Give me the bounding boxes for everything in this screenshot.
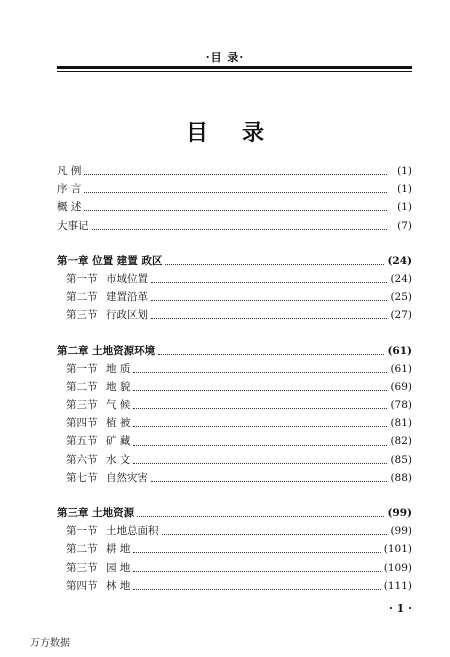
section-number: 第三节 (66, 399, 98, 412)
dot-leader (137, 515, 384, 517)
toc-label: 地 质 (106, 362, 131, 375)
toc-chapter (57, 342, 412, 360)
toc-page-number: (1) (397, 183, 412, 196)
toc-section (57, 577, 412, 595)
dot-leader (151, 480, 387, 482)
toc-label: 土地总面积 (106, 525, 159, 538)
dot-leader (133, 407, 387, 409)
toc-section (57, 288, 412, 306)
toc-label: 耕 地 (106, 543, 131, 556)
toc-section (57, 378, 412, 396)
toc-label: 矿 藏 (106, 435, 131, 448)
dot-leader (92, 228, 388, 230)
toc-section (57, 414, 412, 432)
toc-chapter (57, 252, 412, 270)
toc-gap (57, 325, 412, 342)
dot-leader (133, 425, 387, 427)
toc-label: 市域位置 (106, 272, 148, 285)
table-of-contents (57, 162, 412, 595)
toc-section (57, 360, 412, 378)
dot-leader (158, 353, 384, 355)
toc-label: 概 述 (57, 201, 82, 214)
dot-leader (133, 444, 387, 446)
dot-leader (84, 209, 387, 211)
toc-label: 园 地 (106, 561, 131, 574)
watermark: 万方数据 (30, 638, 70, 649)
toc-label: 第三章 土地资源 (57, 507, 135, 519)
dot-leader (84, 173, 387, 175)
section-number: 第一节 (66, 525, 98, 538)
running-header: ·目 录· (205, 51, 245, 64)
toc-section (57, 469, 412, 487)
toc-page-number: (109) (383, 561, 412, 574)
header-rule-thin (57, 71, 412, 72)
toc-label: 自然灾害 (106, 471, 148, 484)
toc-entry (57, 198, 412, 216)
section-number: 第七节 (66, 471, 98, 484)
toc-section (57, 306, 412, 324)
section-number: 第五节 (66, 435, 98, 448)
dot-leader (133, 389, 387, 391)
toc-page-number: (69) (390, 380, 412, 393)
toc-entry (57, 162, 412, 180)
section-number: 第四节 (66, 417, 98, 430)
toc-entry (57, 180, 412, 198)
dot-leader (165, 263, 384, 265)
toc-section (57, 522, 412, 540)
toc-page-number: (27) (390, 309, 412, 322)
dot-leader (151, 281, 387, 283)
section-number: 第二节 (66, 291, 98, 304)
dot-leader (133, 371, 387, 373)
toc-page-number: (1) (397, 201, 412, 214)
toc-section (57, 559, 412, 577)
title-char-right: 录 (242, 120, 265, 146)
dot-leader (84, 191, 387, 193)
toc-label: 建置沿革 (106, 291, 148, 304)
toc-section (57, 432, 412, 450)
toc-entry (57, 217, 412, 235)
title-char-left: 目 (185, 120, 208, 146)
dot-leader (133, 551, 380, 553)
toc-page-number: (25) (390, 291, 412, 304)
section-number: 第四节 (66, 579, 98, 592)
section-number: 第一节 (66, 362, 98, 375)
dot-leader (133, 588, 380, 590)
toc-page-number: (78) (390, 399, 412, 412)
toc-page-number: (7) (397, 219, 412, 232)
section-number: 第三节 (66, 309, 98, 322)
toc-page-number: (61) (390, 362, 412, 375)
dot-leader (162, 533, 388, 535)
toc-page-number: (24) (390, 272, 412, 285)
toc-page-number: (101) (383, 543, 412, 556)
toc-label: 气 候 (106, 399, 131, 412)
section-number: 第六节 (66, 453, 98, 466)
toc-page-number: (81) (390, 417, 412, 430)
toc-page-number: (88) (390, 471, 412, 484)
toc-label: 第一章 位置 建置 政区 (57, 254, 163, 267)
toc-label: 行政区划 (106, 309, 148, 322)
dot-leader (151, 299, 387, 301)
toc-page-number: (111) (383, 579, 412, 592)
section-number: 第三节 (66, 561, 98, 574)
page-number: · 1 · (389, 602, 412, 615)
toc-page-number: (24) (387, 254, 412, 267)
section-number: 第一节 (66, 272, 98, 285)
toc-section (57, 396, 412, 414)
header-rule-thick (57, 66, 412, 69)
section-number: 第二节 (66, 543, 98, 556)
dot-leader (133, 570, 380, 572)
toc-gap (57, 235, 412, 252)
toc-label: 序 言 (57, 183, 82, 196)
section-number: 第二节 (66, 380, 98, 393)
toc-section (57, 270, 412, 288)
toc-gap (57, 487, 412, 504)
toc-label: 林 地 (106, 579, 131, 592)
dot-leader (151, 317, 387, 319)
toc-label: 第二章 土地资源环境 (57, 344, 156, 357)
toc-label: 大事记 (57, 219, 89, 232)
toc-section (57, 451, 412, 469)
toc-page-number: (1) (397, 165, 412, 177)
toc-section (57, 540, 412, 558)
toc-chapter (57, 504, 412, 522)
dot-leader (133, 462, 387, 464)
toc-page-number: (82) (390, 435, 412, 448)
toc-label: 水 文 (106, 453, 131, 466)
toc-page-number: (61) (387, 344, 412, 357)
toc-label: 凡 例 (57, 165, 82, 177)
toc-label: 植 被 (106, 417, 131, 430)
toc-page-number: (99) (387, 507, 412, 519)
toc-label: 地 貌 (106, 380, 131, 393)
page-title (0, 116, 450, 147)
toc-page-number: (99) (390, 525, 412, 538)
toc-page-number: (85) (390, 453, 412, 466)
